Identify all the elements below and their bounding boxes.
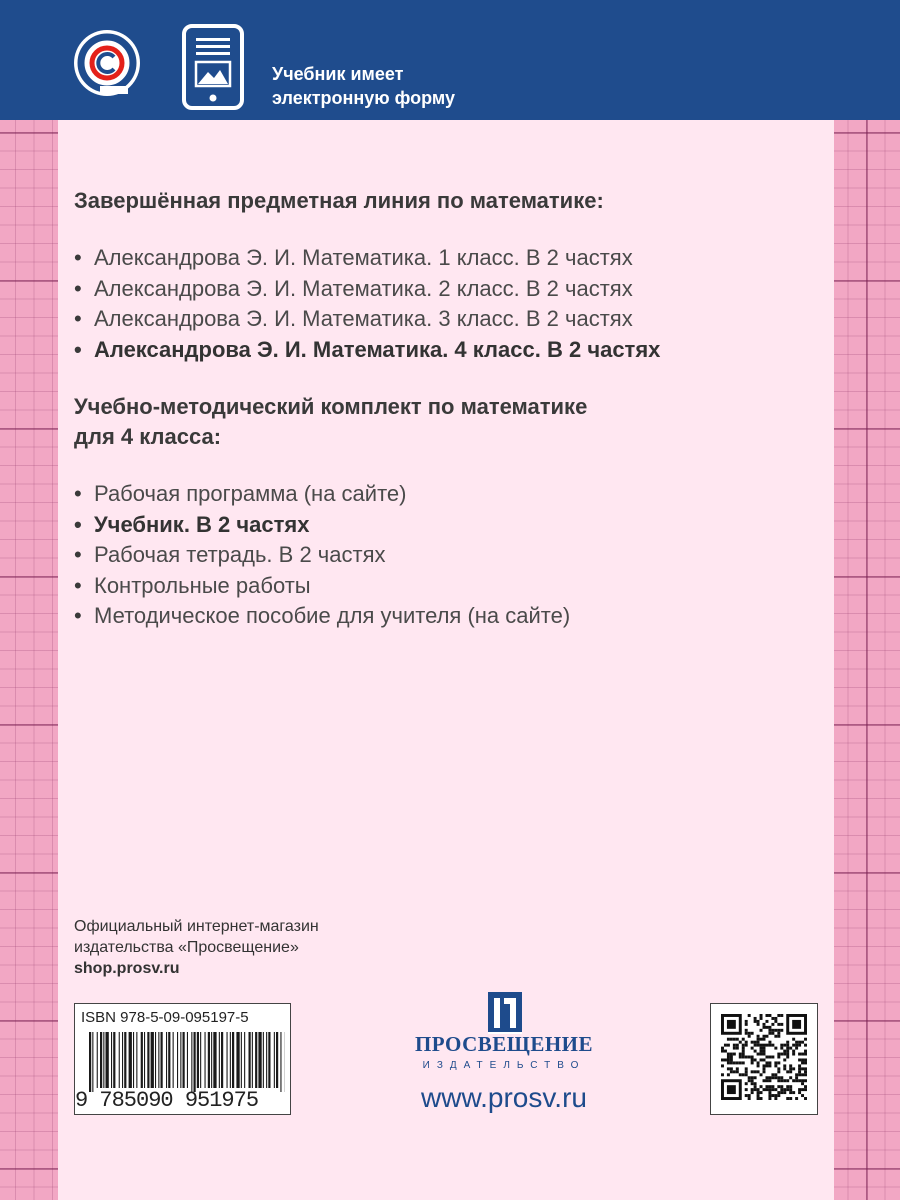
list-item: • Александрова Э. И. Математика. 2 класс. В 2 частях	[74, 274, 660, 305]
electronic-form-note	[272, 62, 455, 110]
eform-line-2: электронную форму	[272, 88, 455, 108]
subject-line-title: Завершённая предметная линия по математике:	[74, 188, 604, 213]
kit-list	[74, 479, 570, 632]
shop-line-2: издательства «Просвещение»	[74, 939, 299, 956]
list-item: • Александрова Э. И. Математика. 4 класс. В 2 частях	[74, 335, 660, 366]
shop-url[interactable]: shop.prosv.ru	[74, 960, 180, 977]
shop-info	[74, 916, 319, 979]
list-item: • Контрольные работы	[74, 571, 570, 602]
qr-code-icon[interactable]	[721, 1014, 807, 1100]
list-item: • Рабочая программа (на сайте)	[74, 479, 570, 510]
ean-number: 9 785090 951975	[75, 1088, 259, 1113]
list-item: • Александрова Э. И. Математика. 3 класс. В 2 частях	[74, 304, 660, 335]
shop-line-1: Официальный интернет-магазин	[74, 918, 319, 935]
e-textbook-logo-icon	[70, 26, 144, 100]
publisher-subtitle: ИЗДАТЕЛЬСТВО	[422, 1060, 586, 1071]
publisher-logo-icon	[484, 988, 526, 1038]
header-band	[0, 0, 900, 120]
list-item: • Методическое пособие для учителя (на сайте)	[74, 601, 570, 632]
isbn-barcode-block	[74, 1003, 291, 1115]
qr-code-block	[710, 1003, 818, 1115]
subject-line-list	[74, 243, 660, 365]
kit-title	[74, 392, 587, 452]
tablet-icon	[182, 24, 244, 110]
isbn-label: ISBN 978-5-09-095197-5	[81, 1009, 249, 1026]
publisher-website[interactable]: www.prosv.ru	[421, 1082, 587, 1113]
eform-line-1: Учебник имеет	[272, 64, 404, 84]
list-item: • Рабочая тетрадь. В 2 частях	[74, 540, 570, 571]
publisher-name: ПРОСВЕЩЕНИЕ	[414, 1032, 594, 1056]
barcode-icon	[89, 1032, 285, 1092]
list-item: • Учебник. В 2 частях	[74, 510, 570, 541]
list-item: • Александрова Э. И. Математика. 1 класс. В 2 частях	[74, 243, 660, 274]
kit-title-line-1: Учебно-методический комплект по математике	[74, 394, 588, 419]
kit-title-line-2: для 4 класса:	[74, 424, 222, 449]
